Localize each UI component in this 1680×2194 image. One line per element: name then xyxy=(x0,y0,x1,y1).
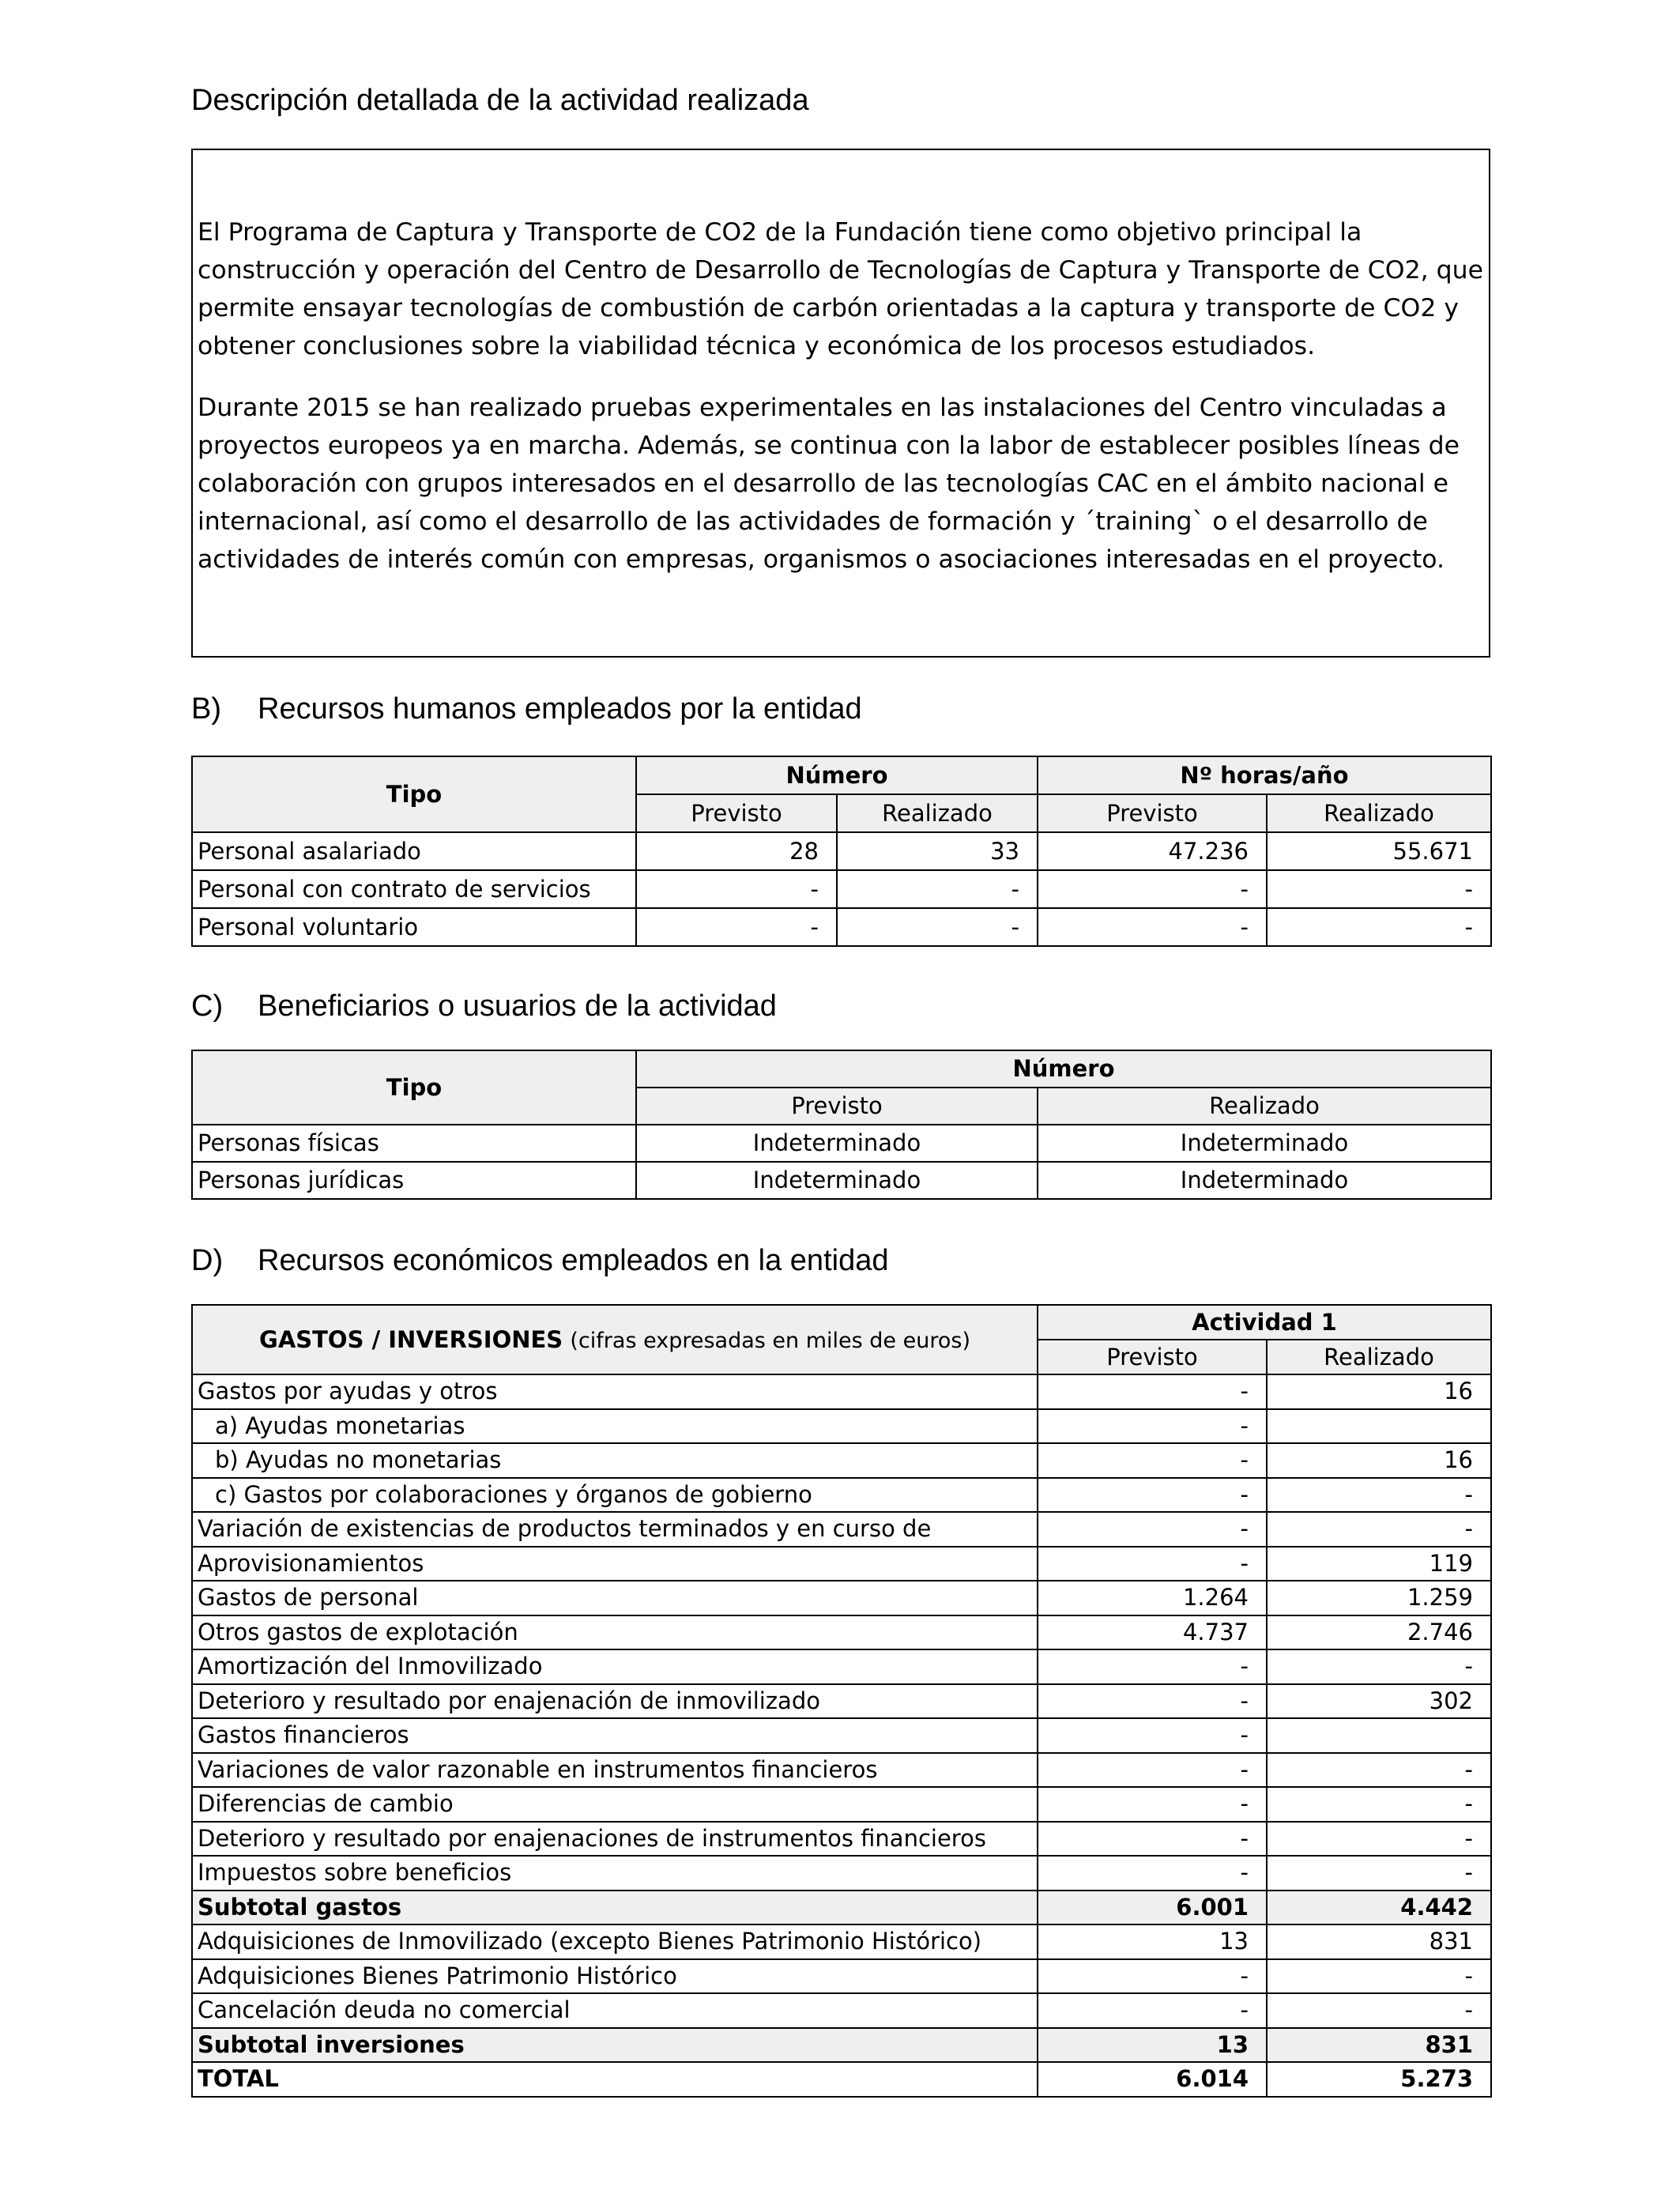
cell-realizado: - xyxy=(1267,1512,1491,1547)
cell-num-previsto: 28 xyxy=(636,832,837,870)
row-label: Subtotal inversiones xyxy=(192,2028,1038,2063)
section-b-title-text: Recursos humanos empleados por la entidad xyxy=(258,692,862,726)
cell-previsto: - xyxy=(1038,1478,1267,1513)
cell-num-realizado: - xyxy=(837,908,1038,946)
table-row xyxy=(192,1993,1491,2028)
cell-previsto: - xyxy=(1038,1443,1267,1478)
cell-previsto: 4.737 xyxy=(1038,1615,1267,1650)
section-c-title xyxy=(191,988,777,1024)
cell-realizado: 4.442 xyxy=(1267,1891,1491,1925)
section-c-letter: C) xyxy=(191,990,224,1023)
row-label: Deterioro y resultado por enajenaciones de instrumentos financieros xyxy=(192,1822,1038,1857)
cell-realizado: 16 xyxy=(1267,1374,1491,1409)
cell-realizado: 119 xyxy=(1267,1547,1491,1581)
table-row xyxy=(192,832,1491,870)
cell-previsto: - xyxy=(1038,1649,1267,1684)
row-label: Adquisiciones Bienes Patrimonio Histórico xyxy=(192,1959,1038,1994)
cell-previsto: - xyxy=(1038,1512,1267,1547)
cell-previsto: - xyxy=(1038,1959,1267,1994)
cell-realizado: - xyxy=(1267,1856,1491,1891)
row-label: Diferencias de cambio xyxy=(192,1787,1038,1822)
row-label: Personal voluntario xyxy=(192,908,636,946)
table-row xyxy=(192,1649,1491,1684)
section-d-title-text: Recursos económicos empleados en la entidad xyxy=(258,1244,889,1277)
row-label: Variación de existencias de productos terminados y en curso de xyxy=(192,1512,1038,1547)
row-label: Otros gastos de explotación xyxy=(192,1615,1038,1650)
cell-previsto: - xyxy=(1038,1822,1267,1857)
cell-previsto: 13 xyxy=(1038,1924,1267,1959)
table-row xyxy=(192,1856,1491,1891)
row-label: Gastos por ayudas y otros xyxy=(192,1374,1038,1409)
cell-previsto: - xyxy=(1038,1993,1267,2028)
description-paragraph-2: Durante 2015 se han realizado pruebas experimentales en las instalaciones del Centro vinculadas a proyectos europeos ya en marcha. Además, se continua con la labor de establecer posibles líneas de colaboración con grupos interesados en el desarrollo de las tecnologías CAC en el ámbito nacional e internacional, así como el desarrollo de las actividades de formación y ´training` o el desarrollo de actividades de interés común con empresas, organismos o asociaciones interesadas en el proyecto. xyxy=(198,394,1460,574)
table-row xyxy=(192,1125,1491,1162)
row-label: Amortización del Inmovilizado xyxy=(192,1649,1038,1684)
cell-previsto: 6.014 xyxy=(1038,2062,1267,2097)
section-c-title-text: Beneficiarios o usuarios de la actividad xyxy=(258,990,777,1023)
row-label: Adquisiciones de Inmovilizado (excepto Bienes Patrimonio Histórico) xyxy=(192,1924,1038,1959)
cell-realizado: Indeterminado xyxy=(1038,1125,1491,1162)
table-row xyxy=(192,908,1491,946)
table-row xyxy=(192,1443,1491,1478)
header-gastos-note: (cifras expresadas en miles de euros) xyxy=(570,1328,970,1353)
cell-previsto: - xyxy=(1038,1547,1267,1581)
table-row xyxy=(192,2028,1491,2063)
row-label: Personas jurídicas xyxy=(192,1162,636,1199)
header-realizado: Realizado xyxy=(1038,1088,1491,1125)
cell-previsto: - xyxy=(1038,1374,1267,1409)
header-numero-realizado: Realizado xyxy=(837,794,1038,832)
cell-realizado: 1.259 xyxy=(1267,1581,1491,1615)
cell-previsto: - xyxy=(1038,1409,1267,1444)
cell-previsto: Indeterminado xyxy=(636,1162,1038,1199)
cell-realizado: 302 xyxy=(1267,1684,1491,1719)
table-row xyxy=(192,1374,1491,1409)
cell-realizado: - xyxy=(1267,1649,1491,1684)
header-numero-previsto: Previsto xyxy=(636,794,837,832)
header-tipo: Tipo xyxy=(192,756,636,832)
section-b-title xyxy=(191,691,862,727)
table-row xyxy=(192,1924,1491,1959)
cell-previsto: - xyxy=(1038,1753,1267,1788)
cell-horas-realizado: - xyxy=(1267,870,1491,908)
row-label: Deterioro y resultado por enajenación de inmovilizado xyxy=(192,1684,1038,1719)
table-row xyxy=(192,1891,1491,1925)
cell-realizado: - xyxy=(1267,1753,1491,1788)
table-row xyxy=(192,1615,1491,1650)
cell-previsto: - xyxy=(1038,1856,1267,1891)
cell-realizado: Indeterminado xyxy=(1038,1162,1491,1199)
cell-num-previsto: - xyxy=(636,870,837,908)
row-label: a) Ayudas monetarias xyxy=(192,1409,1038,1444)
table-row xyxy=(192,1959,1491,1994)
cell-horas-previsto: 47.236 xyxy=(1038,832,1267,870)
table-row xyxy=(192,1512,1491,1547)
row-label: Personas físicas xyxy=(192,1125,636,1162)
header-numero: Número xyxy=(636,756,1038,794)
cell-horas-realizado: 55.671 xyxy=(1267,832,1491,870)
header-tipo: Tipo xyxy=(192,1050,636,1125)
economic-resources-table xyxy=(191,1304,1492,2098)
table-row xyxy=(192,2062,1491,2097)
cell-realizado: - xyxy=(1267,1959,1491,1994)
header-actividad: Actividad 1 xyxy=(1038,1305,1491,1340)
header-realizado: Realizado xyxy=(1267,1340,1491,1374)
cell-previsto: 13 xyxy=(1038,2028,1267,2063)
description-paragraph-1: El Programa de Captura y Transporte de CO2 de la Fundación tiene como objetivo principal la construcción y operación del Centro de Desarrollo de Tecnologías de Captura y Transporte de CO2, que permite ensayar tecnologías de combustión de carbón orientadas a la captura y transporte de CO2 y obtener conclusiones sobre la viabilidad técnica y económica de los procesos estudiados. xyxy=(198,218,1483,360)
beneficiaries-table xyxy=(191,1050,1492,1200)
row-label: c) Gastos por colaboraciones y órganos de gobierno xyxy=(192,1478,1038,1513)
cell-previsto: - xyxy=(1038,1718,1267,1753)
header-previsto: Previsto xyxy=(1038,1340,1267,1374)
table-row xyxy=(192,1162,1491,1199)
section-d-title xyxy=(191,1242,888,1279)
row-label: Impuestos sobre beneficios xyxy=(192,1856,1038,1891)
activity-description-box xyxy=(191,149,1490,658)
row-label: Cancelación deuda no comercial xyxy=(192,1993,1038,2028)
cell-previsto: 1.264 xyxy=(1038,1581,1267,1615)
cell-realizado: - xyxy=(1267,1478,1491,1513)
header-horas-previsto: Previsto xyxy=(1038,794,1267,832)
row-label: b) Ayudas no monetarias xyxy=(192,1443,1038,1478)
cell-previsto: - xyxy=(1038,1684,1267,1719)
row-label: Gastos financieros xyxy=(192,1718,1038,1753)
cell-realizado: - xyxy=(1267,1787,1491,1822)
row-label: Aprovisionamientos xyxy=(192,1547,1038,1581)
table-row xyxy=(192,1787,1491,1822)
human-resources-table xyxy=(191,756,1492,947)
cell-num-previsto: - xyxy=(636,908,837,946)
section-b-letter: B) xyxy=(191,692,221,726)
cell-previsto: Indeterminado xyxy=(636,1125,1038,1162)
row-label: TOTAL xyxy=(192,2062,1038,2097)
cell-realizado: 2.746 xyxy=(1267,1615,1491,1650)
cell-num-realizado: - xyxy=(837,870,1038,908)
cell-horas-previsto: - xyxy=(1038,908,1267,946)
cell-realizado: - xyxy=(1267,1993,1491,2028)
table-row xyxy=(192,1409,1491,1444)
row-label: Personal asalariado xyxy=(192,832,636,870)
row-label: Personal con contrato de servicios xyxy=(192,870,636,908)
row-label: Variaciones de valor razonable en instrumentos financieros xyxy=(192,1753,1038,1788)
cell-realizado: - xyxy=(1267,1822,1491,1857)
cell-realizado: 831 xyxy=(1267,1924,1491,1959)
cell-horas-realizado: - xyxy=(1267,908,1491,946)
page-title: Descripción detallada de la actividad realizada xyxy=(191,84,809,117)
cell-num-realizado: 33 xyxy=(837,832,1038,870)
cell-previsto: 6.001 xyxy=(1038,1891,1267,1925)
table-row xyxy=(192,1822,1491,1857)
table-row xyxy=(192,1478,1491,1513)
section-d-letter: D) xyxy=(191,1244,224,1277)
cell-realizado: 16 xyxy=(1267,1443,1491,1478)
header-horas-realizado: Realizado xyxy=(1267,794,1491,832)
table-row xyxy=(192,1581,1491,1615)
cell-realizado: 831 xyxy=(1267,2028,1491,2063)
cell-horas-previsto: - xyxy=(1038,870,1267,908)
table-row xyxy=(192,1718,1491,1753)
header-horas: Nº horas/año xyxy=(1038,756,1491,794)
table-row xyxy=(192,1547,1491,1581)
table-row xyxy=(192,1684,1491,1719)
header-gastos-inversiones xyxy=(192,1305,1038,1374)
table-row xyxy=(192,870,1491,908)
row-label: Subtotal gastos xyxy=(192,1891,1038,1925)
row-label: Gastos de personal xyxy=(192,1581,1038,1615)
cell-previsto: - xyxy=(1038,1787,1267,1822)
cell-realizado xyxy=(1267,1409,1491,1444)
header-numero: Número xyxy=(636,1050,1491,1088)
header-gastos-label: GASTOS / INVERSIONES xyxy=(259,1325,563,1353)
cell-realizado xyxy=(1267,1718,1491,1753)
table-row xyxy=(192,1753,1491,1788)
cell-realizado: 5.273 xyxy=(1267,2062,1491,2097)
header-previsto: Previsto xyxy=(636,1088,1038,1125)
